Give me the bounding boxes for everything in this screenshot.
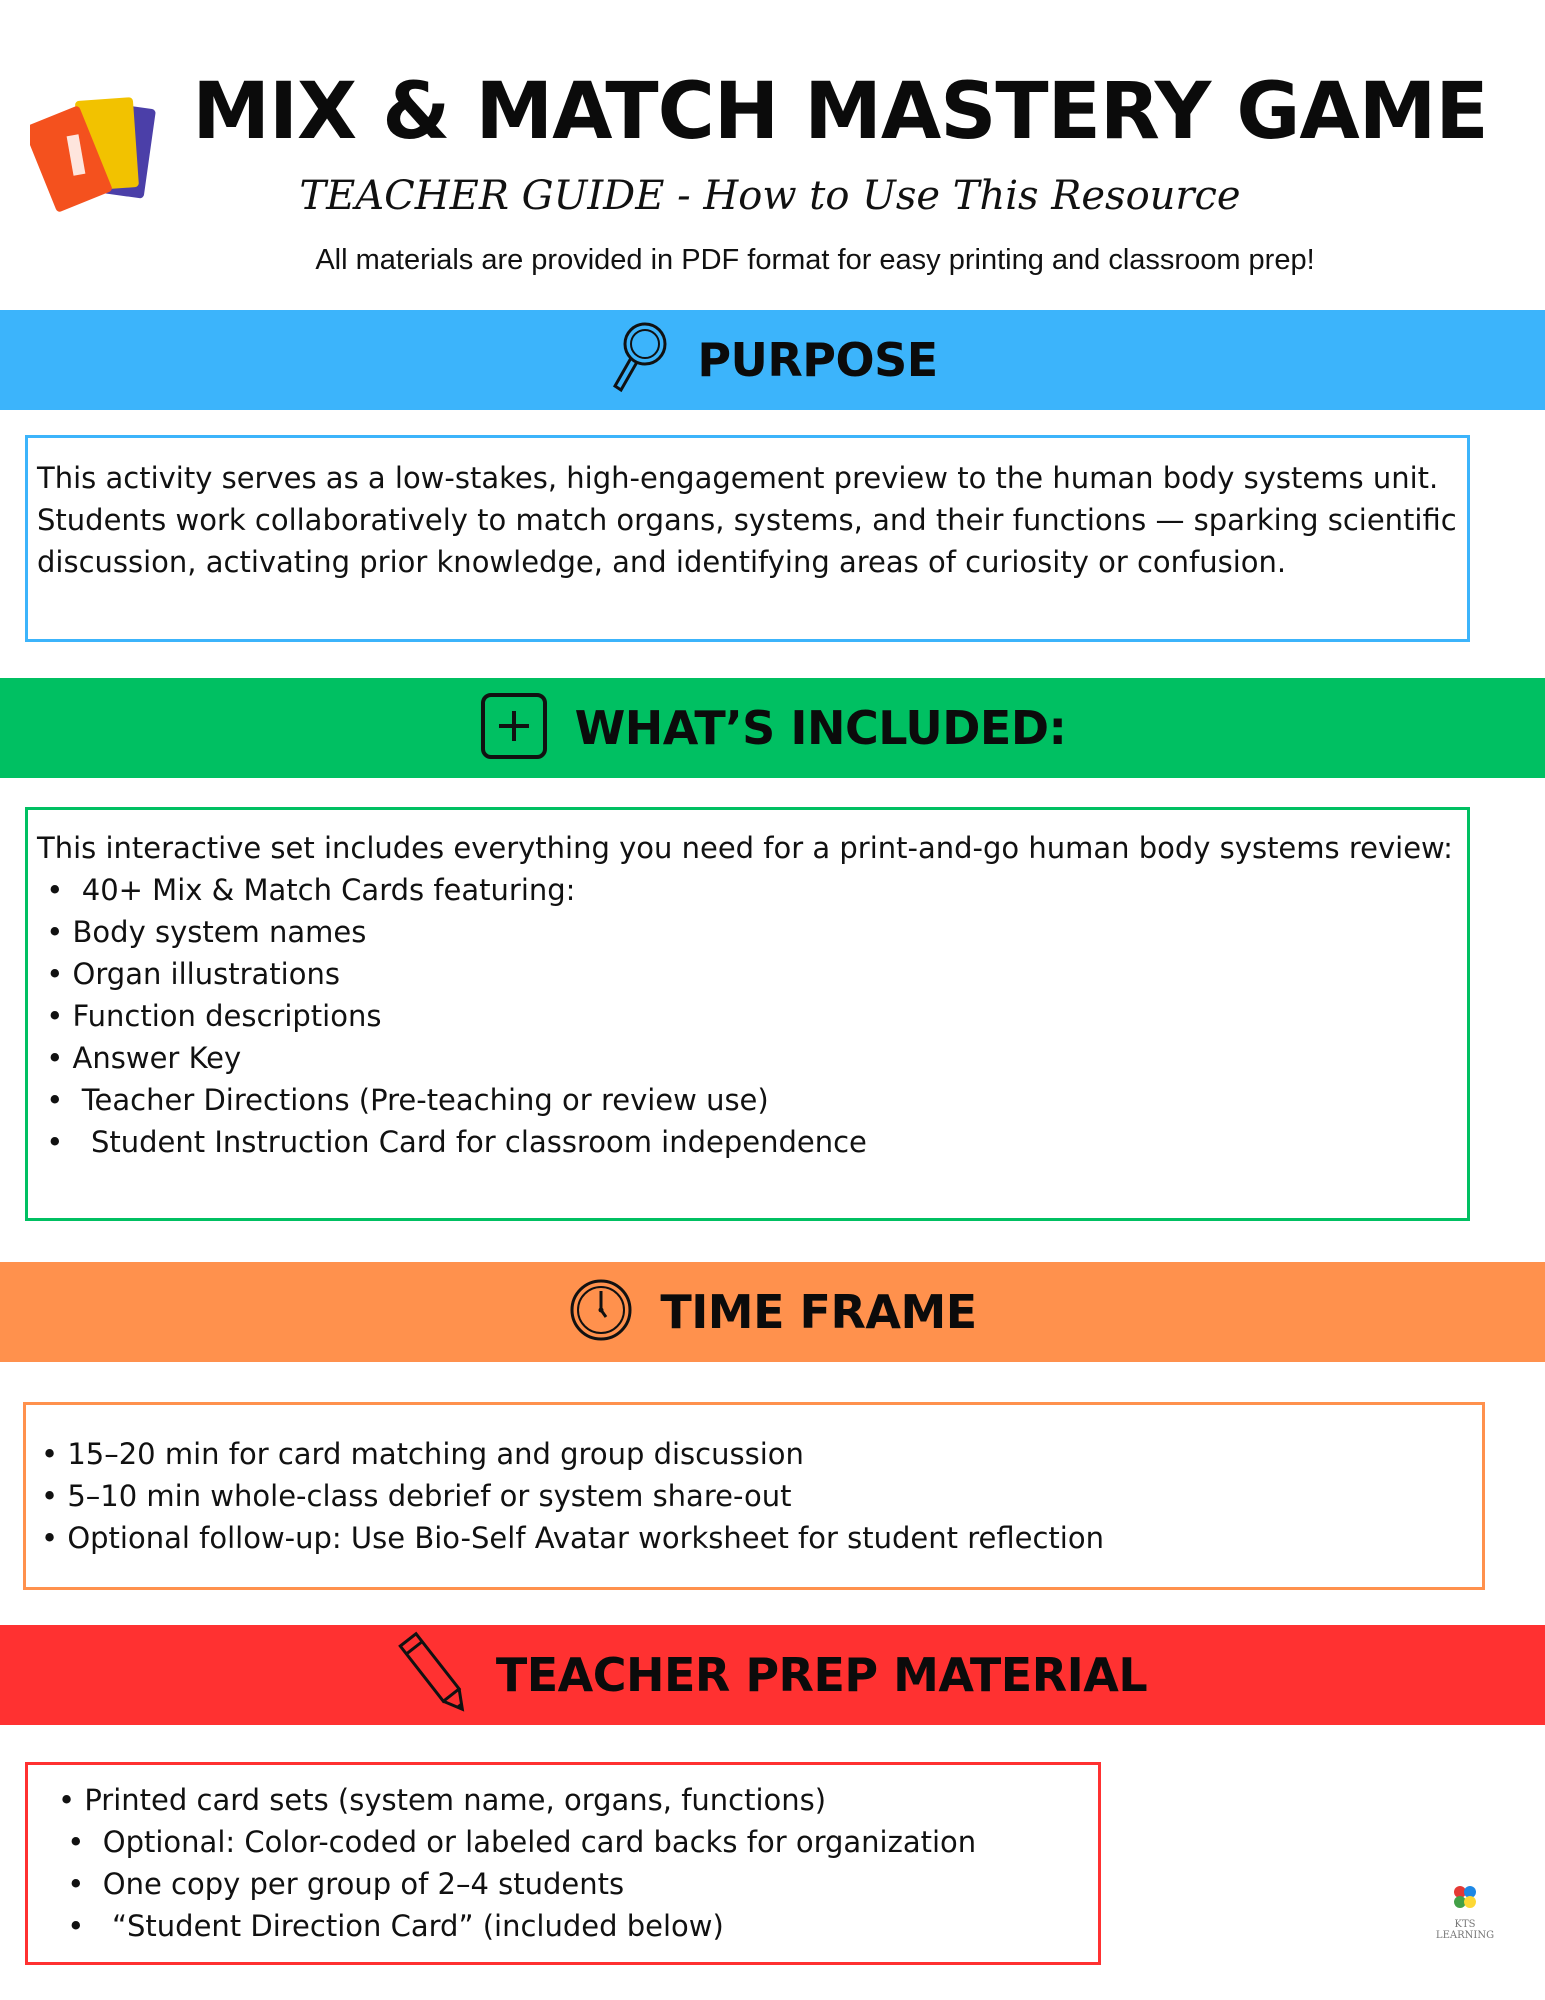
list-item: • Body system names [37, 915, 367, 949]
list-item: • Organ illustrations [37, 957, 340, 991]
prep-title: TEACHER PREP MATERIAL [495, 1648, 1148, 1702]
time-title: TIME FRAME [660, 1285, 977, 1339]
cards-logo-icon [30, 95, 160, 215]
brand-top: KTS [1454, 1919, 1476, 1930]
plus-square-icon [479, 691, 549, 766]
purpose-text: This activity serves as a low-stakes, high-engagement preview to the human body systems unit. Students work collaboratively to match organs, systems, and their functions — sparking scientific discussion, activating prior knowledge, and identifying areas of curiosity or confusion. [37, 461, 1457, 579]
page-title: MIX & MATCH MASTERY GAME [192, 67, 1488, 157]
purpose-title: PURPOSE [697, 333, 938, 387]
list-item: • Function descriptions [37, 999, 382, 1033]
list-item: • Student Instruction Card for classroom independence [37, 1125, 867, 1159]
purpose-box [25, 435, 1470, 642]
included-banner [0, 678, 1545, 778]
format-note: All materials are provided in PDF format for easy printing and classroom prep! [315, 244, 1315, 276]
clock-icon [568, 1277, 634, 1348]
time-box [23, 1402, 1485, 1590]
magnifier-icon [607, 318, 671, 403]
list-item: • Printed card sets (system name, organs, functions) [58, 1783, 827, 1817]
included-box [25, 807, 1470, 1221]
list-item: • 5–10 min whole-class debrief or system share-out [41, 1479, 792, 1513]
prep-box [25, 1762, 1101, 1965]
list-item: • “Student Direction Card” (included below) [58, 1909, 724, 1943]
included-title: WHAT’S INCLUDED: [574, 701, 1067, 755]
list-item: • 15–20 min for card matching and group discussion [41, 1437, 804, 1471]
prep-banner [0, 1625, 1545, 1725]
pencil-icon [398, 1625, 470, 1726]
time-banner [0, 1262, 1545, 1362]
list-item: • Optional follow-up: Use Bio-Self Avatar worksheet for student reflection [41, 1521, 1104, 1555]
list-item: • Answer Key [37, 1041, 242, 1075]
list-item: • Optional: Color-coded or labeled card backs for organization [58, 1825, 977, 1859]
page-subtitle: TEACHER GUIDE - How to Use This Resource [299, 173, 1241, 219]
included-intro: This interactive set includes everything you need for a print-and-go human body systems review: [37, 831, 1453, 865]
purpose-banner [0, 310, 1545, 410]
brand-bottom: LEARNING [1435, 1930, 1495, 1941]
list-item: • 40+ Mix & Match Cards featuring: [37, 873, 576, 907]
list-item: • One copy per group of 2–4 students [58, 1867, 625, 1901]
kts-learning-logo [1430, 1880, 1500, 1940]
list-item: • Teacher Directions (Pre-teaching or review use) [37, 1083, 769, 1117]
